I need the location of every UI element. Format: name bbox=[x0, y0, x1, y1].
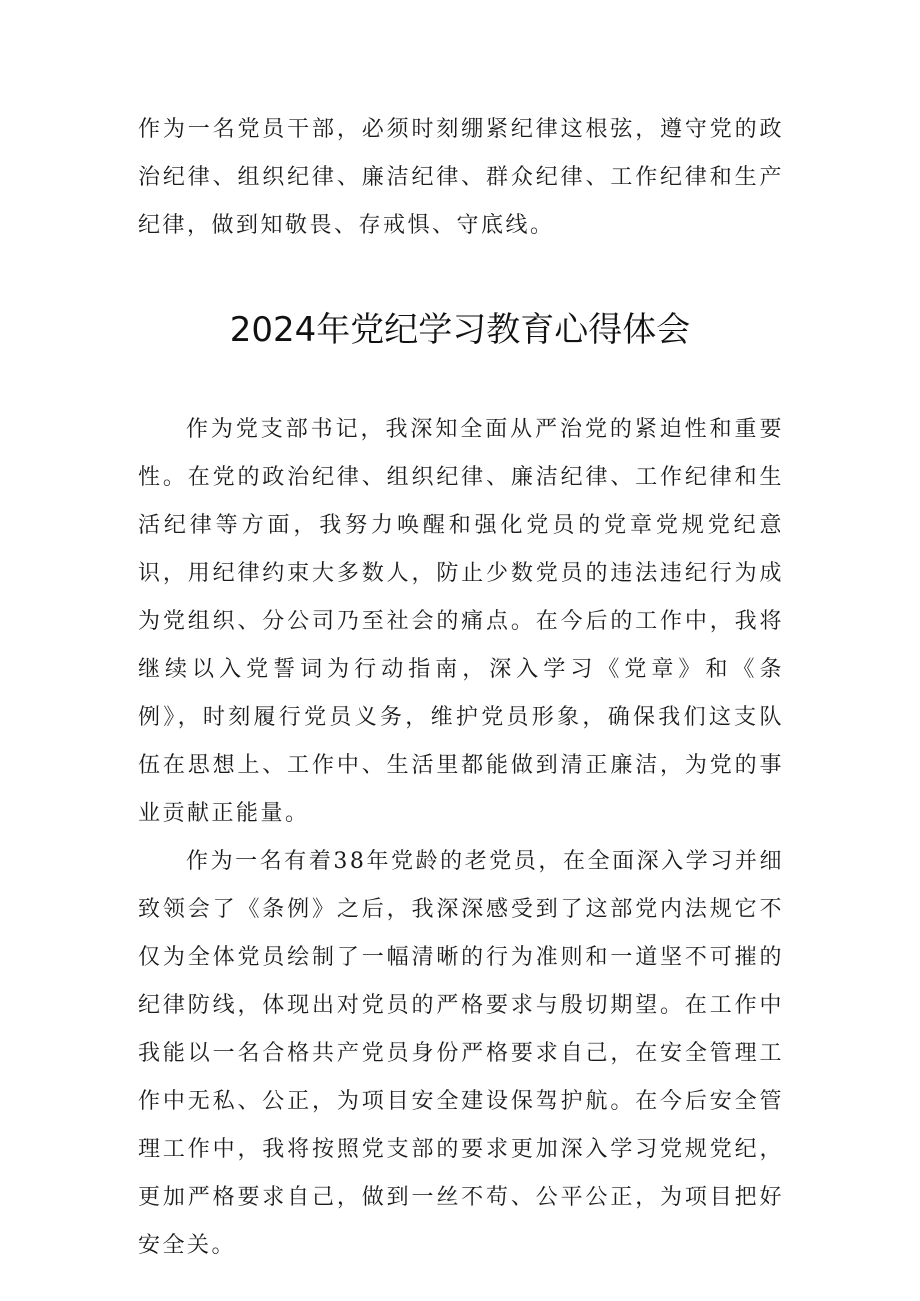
intro-paragraph: 作为一名党员干部，必须时刻绷紧纪律这根弦，遵守党的政治纪律、组织纪律、廉洁纪律、群众纪律、工作纪律和生产纪律，做到知敬畏、存戒惧、守底线。 bbox=[138, 117, 784, 238]
body-paragraph-1: 作为党支部书记，我深知全面从严治党的紧迫性和重要性。在党的政治纪律、组织纪律、廉洁纪律、工作纪律和生活纪律等方面，我努力唤醒和强化党员的党章党规党纪意识，用纪律约束大多数人，防止少数党员的违法违纪行为成为党组织、分公司乃至社会的痛点。在今后的工作中，我将继续以入党誓词为行动指南，深入学习《党章》和《条例》，时刻履行党员义务，维护党员形象，确保我们这支队伍在思想上、工作中、生活里都能做到清正廉洁，为党的事业贡献正能量。 bbox=[138, 417, 784, 826]
body-paragraph-2: 作为一名有着38年党龄的老党员，在全面深入学习并细致领会了《条例》之后，我深深感受到了这部党内法规它不仅为全体党员绘制了一幅清晰的行为准则和一道坚不可摧的纪律防线，体现出对党员的严格要求与殷切期望。在工作中我能以一名合格共产党员身份严格要求自己，在安全管理工作中无私、公正，为项目安全建设保驾护航。在今后安全管理工作中，我将按照党支部的要求更加深入学习党规党纪，更加严格要求自己，做到一丝不苟、公平公正，为项目把好安全关。 bbox=[138, 849, 784, 1258]
document-body bbox=[138, 406, 784, 1270]
document-title: 2024年党纪学习教育心得体会 bbox=[229, 310, 691, 350]
